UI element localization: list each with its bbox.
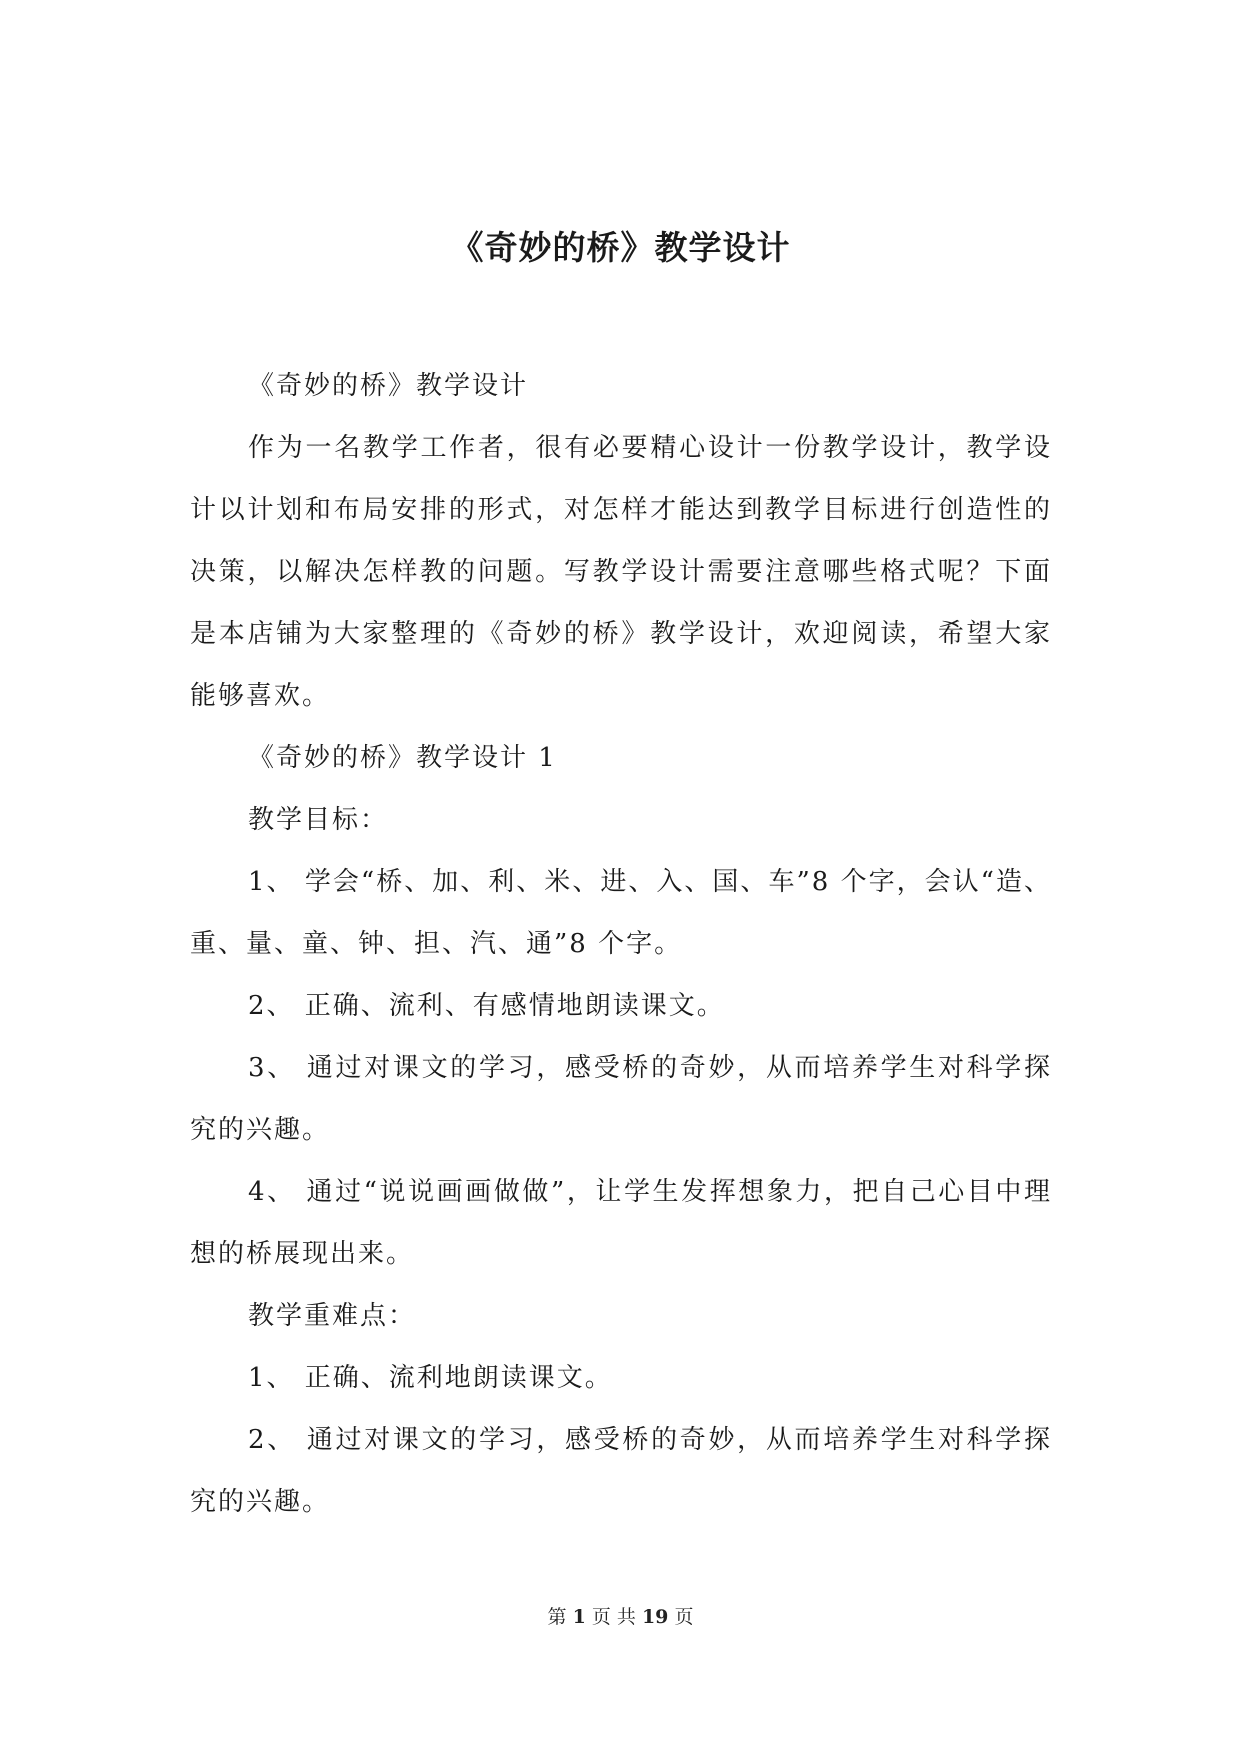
paragraph: 3、 通过对课文的学习，感受桥的奇妙，从而培养学生对科学探究的兴趣。: [190, 1053, 1052, 1145]
paragraph: 教学目标：: [248, 805, 389, 835]
footer-suffix: 页: [674, 1606, 694, 1628]
paragraph: 《奇妙的桥》教学设计 1: [248, 743, 557, 773]
total-pages-number: 19: [641, 1606, 669, 1628]
page-footer: [0, 1604, 1241, 1630]
footer-middle: 页 共: [591, 1606, 636, 1628]
document-body: [190, 355, 1052, 1533]
paragraph: 《奇妙的桥》教学设计: [248, 371, 529, 401]
current-page-number: 1: [572, 1606, 586, 1628]
paragraph: 2、 通过对课文的学习，感受桥的奇妙，从而培养学生对科学探究的兴趣。: [190, 1425, 1052, 1517]
document-title: 《奇妙的桥》教学设计: [450, 228, 791, 267]
paragraph: 教学重难点：: [248, 1301, 417, 1331]
paragraph: 4、 通过“说说画画做做”，让学生发挥想象力，把自己心目中理想的桥展现出来。: [190, 1177, 1052, 1269]
paragraph: 2、 正确、流利、有感情地朗读课文。: [248, 991, 725, 1021]
paragraph: 1、 学会“桥、加、利、米、进、入、国、车”8 个字，会认“造、重、量、童、钟、担、汽、通”8 个字。: [190, 867, 1052, 959]
paragraph: 作为一名教学工作者，很有必要精心设计一份教学设计，教学设计以计划和布局安排的形式，对怎样才能达到教学目标进行创造性的决策，以解决怎样教的问题。写教学设计需要注意哪些格式呢？下面是本店铺为大家整理的《奇妙的桥》教学设计，欢迎阅读，希望大家能够喜欢。: [190, 433, 1052, 711]
paragraph: 1、 正确、流利地朗读课文。: [248, 1363, 613, 1393]
footer-prefix: 第: [547, 1606, 567, 1628]
